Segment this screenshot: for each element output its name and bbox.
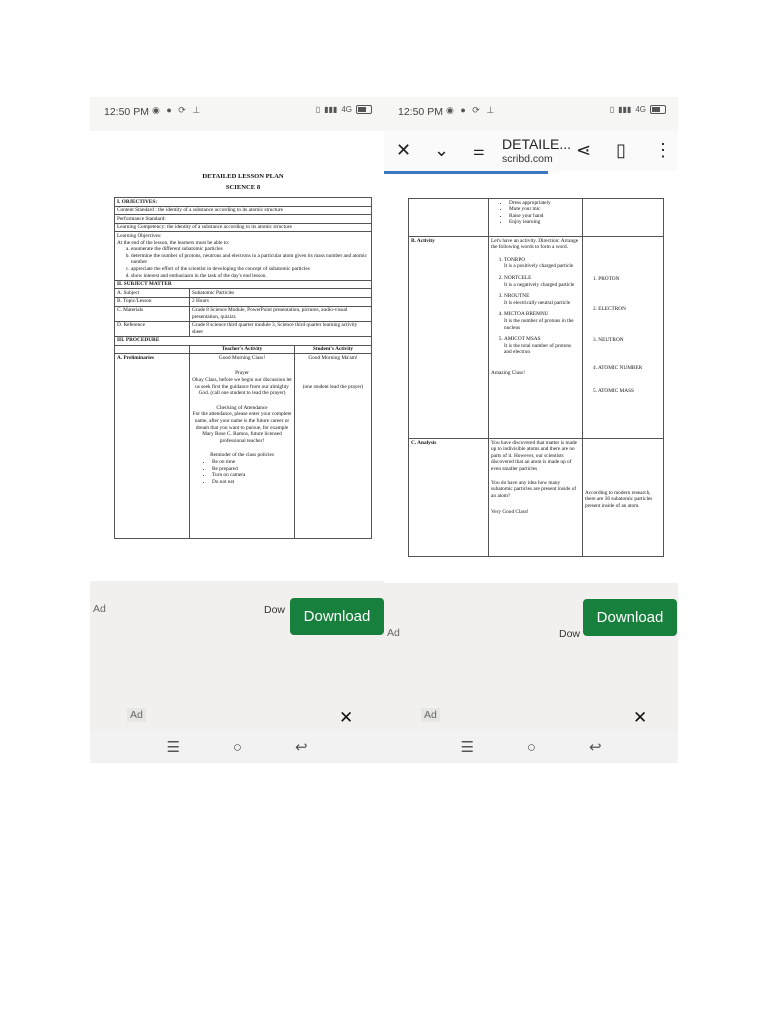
status-bar <box>90 97 384 131</box>
more-options-icon[interactable]: ⋮ <box>654 140 672 160</box>
ad-badge: Ad <box>127 708 146 722</box>
subject-matter-header: II. SUBJECT MATTER <box>115 280 372 289</box>
list-item: • Be prepared <box>212 466 292 473</box>
analysis-answer: According to modern research, there are 36 subatomic particles present inside of an atom. <box>585 489 653 509</box>
analysis-answer-cell <box>583 439 664 557</box>
list-item: • Turn on camera <box>212 472 292 479</box>
student-prayer: (one student lead the prayer) <box>302 384 364 391</box>
recent-apps-icon[interactable]: ☰ <box>460 739 474 756</box>
back-icon[interactable]: ↩ <box>588 739 602 756</box>
row-label: A. Subject <box>115 289 190 298</box>
list-item: • Do not eat <box>212 479 292 486</box>
analysis-text: You have discovered that matter is made up to indivisible atoms and there are no parts of it. However, our scientists discovered that an atom is made up of even smaller particles <box>491 439 577 472</box>
greeting: Good Morning Class! <box>218 354 266 361</box>
ad-badge: Ad <box>421 708 440 722</box>
amazing-text: Amazing Class! <box>491 370 525 377</box>
status-bar <box>384 97 678 131</box>
objectives-header: I. OBJECTIVES: <box>115 198 372 207</box>
student-column-header: Student's Activity <box>295 345 372 354</box>
table-row <box>115 321 372 336</box>
analysis-question: You do have any idea how many subatomic particles are present inside of an atom? <box>491 479 577 499</box>
list-item: 2. NORTCELE It is a negatively charged particle <box>504 275 580 288</box>
row-label: C. Materials <box>115 306 190 321</box>
vibrate-icon: ▯ <box>609 105 615 114</box>
browser-toolbar <box>384 131 678 171</box>
bookmark-icon[interactable]: ▯ <box>616 140 626 160</box>
student-activity-cell <box>295 354 372 539</box>
row-value: Grade 8 science third quarter module 3, Science third quarter learning activity sheet <box>190 321 372 336</box>
rules-list <box>491 200 580 226</box>
row-value: Grade 8 Science Module, PowerPoint presentation, pictures, audio-visual presentation, quizizz <box>190 306 372 321</box>
learning-competency: Learning Competency: the identity of a substance according to its atomic structure <box>115 223 372 232</box>
page-url: scribd.com <box>502 153 553 165</box>
list-item: • Be on time <box>212 459 292 466</box>
document-page <box>90 131 384 581</box>
scrambled-words-list <box>491 257 580 356</box>
home-icon[interactable]: ○ <box>232 738 242 756</box>
ad-label: Ad <box>93 603 106 615</box>
table-row <box>115 289 372 298</box>
row-label: D. Reference <box>115 321 190 336</box>
rules-cell <box>489 199 583 237</box>
signal-icon: ▮▮▮ <box>618 105 632 114</box>
lesson-plan-table <box>408 198 664 557</box>
close-ad-icon[interactable]: ✕ <box>633 708 648 727</box>
signal-icon: ▮▮▮ <box>324 105 338 114</box>
back-icon[interactable]: ↩ <box>294 739 308 756</box>
right-phone-screenshot <box>384 97 678 763</box>
table-row <box>115 306 372 321</box>
document-page <box>384 174 678 583</box>
list-item: c. appreciate the effort of the scientist in developing the concept of subatomic particles <box>131 266 369 273</box>
download-button[interactable]: Download <box>290 598 384 635</box>
list-item: d. show interest and enthusiasm in the task of the day's end lesson. <box>131 273 369 280</box>
battery-icon <box>650 105 666 114</box>
lesson-plan-page <box>408 198 664 557</box>
download-link-partial[interactable]: Dow <box>264 604 286 616</box>
left-phone-screenshot <box>90 97 384 763</box>
reminder-title: Reminder of the class policies <box>210 452 274 459</box>
analysis-cell <box>489 439 583 557</box>
close-ad-icon[interactable]: ✕ <box>339 708 354 727</box>
student-greeting: Good Morning Ma'am! <box>308 354 358 361</box>
android-nav-bar <box>90 731 384 763</box>
preliminaries-label: A. Preliminaries <box>115 354 190 539</box>
close-icon[interactable]: ✕ <box>396 140 412 160</box>
answers-cell <box>583 237 664 439</box>
download-button[interactable]: Download <box>583 599 677 636</box>
list-item: • Raise your hand <box>509 213 580 220</box>
prayer-title: Prayer <box>235 370 249 377</box>
list-item: 1. TONRPO It is a positively charged particle <box>504 257 580 270</box>
list-item: 3. NROUTNE It is electrically neutral particle <box>504 293 580 306</box>
status-right-icons <box>316 105 372 114</box>
teacher-activity-cell <box>190 354 295 539</box>
doc-subtitle: SCIENCE 8 <box>225 184 261 191</box>
objectives-list <box>117 246 369 279</box>
doc-title: DETAILED LESSON PLAN <box>202 173 284 180</box>
recent-apps-icon[interactable]: ☰ <box>166 739 180 756</box>
very-good-text: Very Good Class! <box>491 509 529 516</box>
content-standard: Content Standard : the identity of a substance according to its atomic structure <box>115 206 372 215</box>
list-item: a. enumerate the different subatomic particles <box>131 246 369 253</box>
status-right-icons <box>610 105 666 114</box>
row-label: B. Topic/Lesson <box>115 297 190 306</box>
attendance-title: Checking of Attendance <box>216 404 268 411</box>
vibrate-icon: ▯ <box>315 105 321 114</box>
prayer-text: Okay Class, before we begin our discussion let us seek first the guidance from our almighty God. (call one student to lead the prayer) <box>192 376 292 397</box>
policies-list <box>192 459 292 485</box>
page-info-icon[interactable]: ⚌ <box>473 143 485 158</box>
android-nav-bar <box>384 731 678 763</box>
battery-icon <box>356 105 372 114</box>
list-item: b. determine the number of protons, neutrons and electrons in a particular atom given its mass number and atomic number <box>131 253 369 266</box>
performance-standard: Performance Standard: <box>115 215 372 224</box>
table-row <box>115 297 372 306</box>
learning-objectives-label: Learning Objectives: <box>117 232 162 239</box>
page-title: DETAILE... <box>502 136 571 152</box>
answer: 5. ATOMIC MASS <box>593 387 634 394</box>
notification-icons: ◉ ● ⟳ ⊥ <box>152 105 203 115</box>
answer: 1. PROTON <box>593 275 620 282</box>
status-time: 12:50 PM <box>104 106 149 118</box>
share-icon[interactable]: ⋖ <box>576 140 592 160</box>
list-item: • Mute your mic <box>509 206 580 213</box>
activity-intro: Let's have an activity. Direction: Arrange the following words to form a word. <box>491 237 579 251</box>
notification-icons: ◉ ● ⟳ ⊥ <box>446 105 497 115</box>
network-label: 4G <box>635 105 646 114</box>
activity-label: B. Activity <box>409 237 489 439</box>
answer: 3. NEUTRON <box>593 336 624 343</box>
home-icon[interactable]: ○ <box>526 738 536 756</box>
lesson-plan-page <box>114 173 372 539</box>
ad-area <box>384 583 678 731</box>
answer: 4. ATOMIC NUMBER <box>593 365 643 372</box>
lesson-plan-table <box>114 197 372 539</box>
activity-cell <box>489 237 583 439</box>
learning-objectives <box>115 232 372 280</box>
procedure-header: III. PROCEDURE <box>115 336 372 345</box>
status-time: 12:50 PM <box>398 106 443 118</box>
list-item: • Dress appropriately <box>509 200 580 207</box>
row-value: Subatomic Particles <box>190 289 372 298</box>
list-item: • Enjoy learning <box>509 219 580 226</box>
analysis-label: C. Analysis <box>409 439 489 557</box>
ad-label: Ad <box>387 627 400 639</box>
row-value: 2 Hours <box>190 297 372 306</box>
network-label: 4G <box>341 105 352 114</box>
list-item: 4. MICTOA BREMNU It is the number of protons in the nucleus <box>504 311 580 331</box>
teacher-column-header: Teacher's Activity <box>190 345 295 354</box>
chevron-down-icon[interactable]: ⌄ <box>434 140 450 160</box>
attendance-text: For the attendance, please enter your complete name, after your name is the future career or dream that you want to pursue, for example Mary Rose C. Ramos, future licensed professional teacher! <box>192 411 292 444</box>
learning-objectives-intro: At the end of the lesson, the learners must be able to: <box>117 239 230 246</box>
list-item: 5. AMICOT MSAS It is the total number of protons and electron <box>504 336 580 356</box>
download-link-partial[interactable]: Dow <box>559 628 581 640</box>
ad-area <box>90 581 384 731</box>
answer: 2. ELECTRON <box>593 306 626 313</box>
